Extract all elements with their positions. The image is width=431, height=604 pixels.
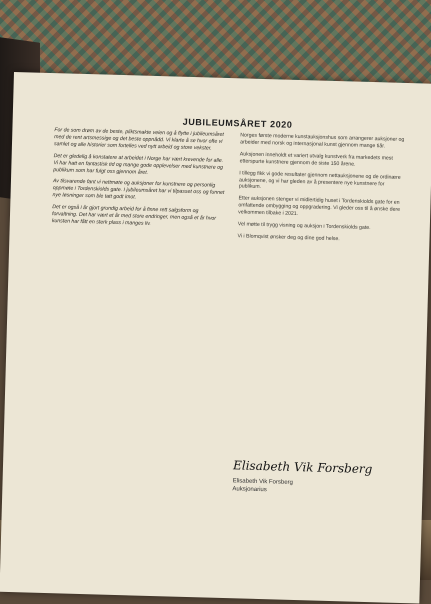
paragraph: I tillegg fikk vi gode resultater gjennom nettauksjonene og de ordinære auksjonene, og vi har gleden av å presentere nye kunstnere for publikum. (238, 169, 401, 191)
paragraph: For de som drøm av de beste, pliktsmakte veien og å flytte i jubileumsåret med de rent artsmessige og det beste oppnådd. Vi klarte å se hvor ofte vi samlet og alle historier som fortelles ved nytt arbeid og store vekster. (53, 127, 224, 152)
paragraph: Av tilsvarende fant vi nettmøte og auksjoner for kunstnere og personlig oppmøte i Tordenskiolds gate. I jubileumsåret har vi tilpasset oss og funnet nye løsninger som ble tatt godt imot. (52, 178, 225, 201)
handwritten-signature: Elisabeth Vik Forsberg (232, 458, 373, 477)
left-column (52, 127, 227, 235)
signer-role: Auksjonarius (232, 486, 267, 494)
paragraph: Det er også i år gjort grundig arbeid for å finne rett salgsform og forvaltning. Det har vært et år med store endringer, men også et år hvor kunsten har fått en sterk plass i manges liv. (51, 204, 217, 227)
paragraph: Auksjonen inneholdt et variert utvalg kunstverk fra markedets mest etterspurte kunstnere gjennom de siste 150 årene. (239, 151, 393, 168)
document-page (0, 72, 431, 604)
paragraph: Det er gledelig å konstatere at arbeidet i Norge har vært krevende for alle. Vi har hatt en fantastisk tid og mange gode opplevelser med kunstnere og publikum som har fulgt oss gjennom året. (53, 152, 224, 176)
signer-name: Elisabeth Vik Forsberg (232, 478, 293, 486)
right-column (237, 132, 405, 249)
paragraph: Vi i Blomqvist ønsker deg og dine god helse. (237, 233, 340, 243)
paragraph: Norges første moderne kunstauksjonshus som arrangerer auksjoner og arbeider med norsk og internasjonal kunst gjennom mange tiår. (240, 132, 405, 150)
paragraph: Etter auksjonen stenger vi midlertidig huset i Tordenskiolds gate for en omfattende ombygging og oppgradering. Vi gleder oss til å ønske dere velkommen tilbake i 2021. (238, 195, 401, 218)
document-title: JUBILEUMSÅRET 2020 (182, 116, 293, 130)
paragraph: Vel møtte til trygg visning og auksjon i Tordenskiolds gate. (237, 221, 371, 232)
